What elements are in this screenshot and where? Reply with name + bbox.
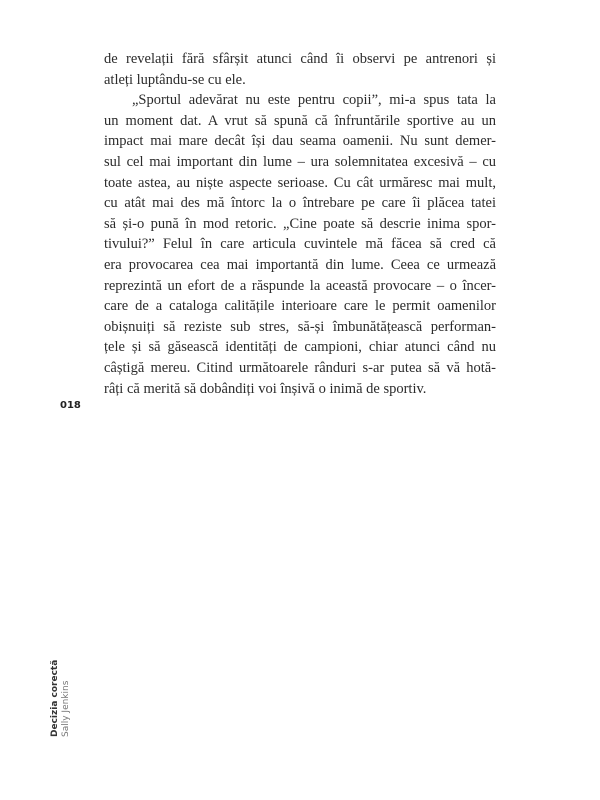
text-line: reprezintă un efort de a răspunde la această provocare – o încer- <box>104 277 496 294</box>
text-line: țele și să găsească identități de campioni, chiar atunci când nu <box>104 339 496 356</box>
text-line: câștigă mereu. Citind următoarele rânduri s-ar putea să vă hotă- <box>104 359 496 376</box>
book-author: Sally Jenkins <box>61 680 71 737</box>
body-text <box>104 49 496 399</box>
page-number: 018 <box>60 400 81 411</box>
text-line: tivului?” Felul în care articula cuvintele mă făcea să cred că <box>104 236 496 253</box>
text-line: de revelații fără sfârșit atunci când îi observi pe antrenori și <box>104 51 496 67</box>
text-line: să și-o pună în mod retoric. „Cine poate să descrie inima spor- <box>104 215 496 232</box>
paragraph-first-line: „Sportul adevărat nu este pentru copii”, mi-a spus tata la <box>132 92 496 109</box>
text-line: impact mai mare decât își dau seama oamenii. Nu sunt demer- <box>104 133 496 150</box>
book-title: Decizia corectă <box>50 659 60 737</box>
text-line: cu atât mai des mă întorc la o întrebare pe care îi plăcea tatei <box>104 195 496 212</box>
running-footer <box>50 660 72 737</box>
text-line: atleți luptându-se cu ele. <box>104 71 246 88</box>
text-line: un moment dat. A vrut să spună că înfruntările sportive au un <box>104 112 496 129</box>
text-line: era provocarea cea mai importantă din lume. Ceea ce urmează <box>104 256 496 273</box>
text-line: toate astea, au niște aspecte serioase. Cu cât urmăresc mai mult, <box>104 174 496 191</box>
text-line: râți că merită să dobândiți voi înșivă o inimă de sportiv. <box>104 380 427 397</box>
text-line: care de a cataloga calitățile interioare care le permit oamenilor <box>104 298 496 315</box>
text-line: sul cel mai important din lume – ura solemnitatea excesivă – cu <box>104 153 496 170</box>
text-line: obișnuiți să reziste sub stres, să-și îmbunătățească performan- <box>104 318 496 335</box>
